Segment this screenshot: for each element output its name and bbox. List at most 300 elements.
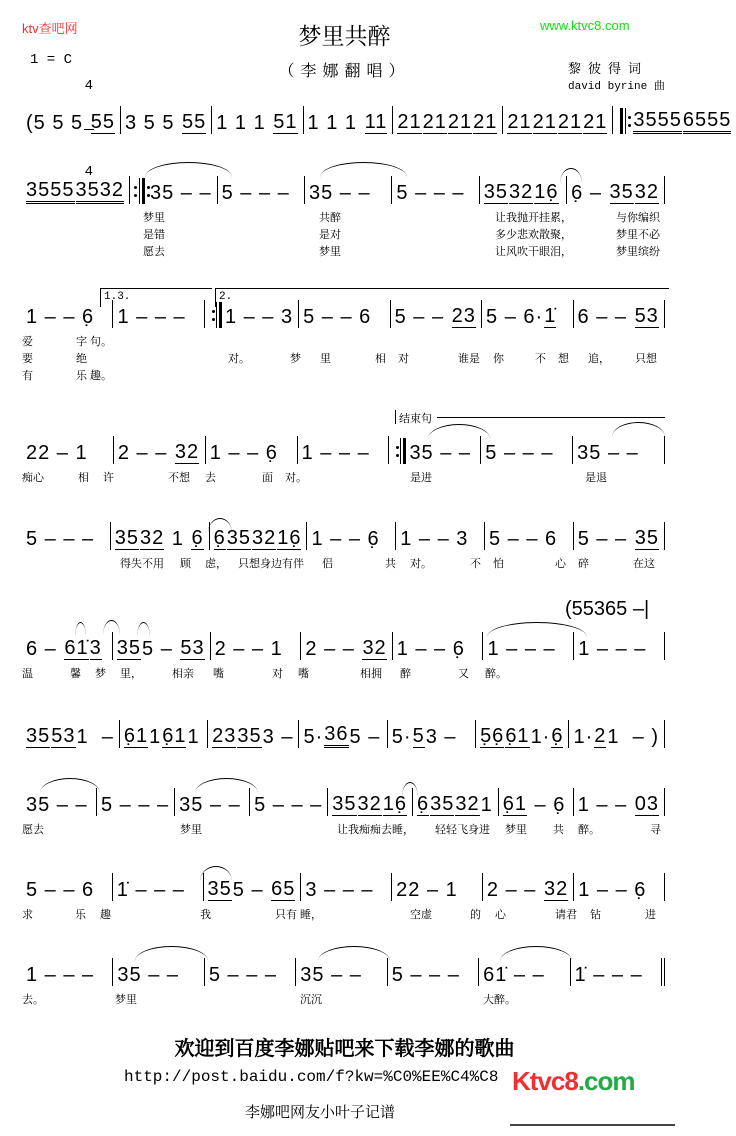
lyric-text: 谁是 bbox=[458, 353, 480, 365]
note-group: 21 bbox=[532, 111, 557, 133]
lyric-text: 梦里 bbox=[143, 212, 165, 224]
lyric-text: 要 bbox=[22, 353, 33, 365]
lyric-text: 心 bbox=[495, 909, 506, 921]
lyric-text: 不 bbox=[470, 558, 481, 570]
lyric-text: 你 bbox=[493, 353, 504, 365]
lyric-text: 去。 bbox=[22, 994, 44, 1006]
note-group: 21 bbox=[447, 111, 473, 133]
composer-credit: david byrine 曲 bbox=[568, 81, 665, 93]
slur-arc bbox=[137, 622, 150, 637]
note-group: 35 bbox=[634, 527, 659, 549]
lyric-text: 里， bbox=[120, 668, 142, 680]
note-group: 16̣ bbox=[277, 527, 302, 549]
note-group: 1 – – 6̣ bbox=[311, 528, 380, 550]
note-group: 5· bbox=[391, 726, 412, 748]
measure bbox=[392, 632, 483, 660]
lyric-text: 心 bbox=[555, 558, 566, 570]
note-group: 16̣ bbox=[534, 181, 559, 203]
lyric-text: 醉 bbox=[400, 668, 411, 680]
note-group: 5 – – bbox=[394, 306, 451, 328]
lyric-text: 对。 bbox=[285, 472, 307, 484]
footer-credit: 李娜吧网友小叶子记谱 bbox=[245, 1103, 396, 1121]
measure bbox=[119, 720, 207, 748]
note-group: 1 – – – bbox=[487, 638, 556, 660]
measure bbox=[210, 632, 301, 660]
note-group: 6̣ bbox=[417, 793, 430, 815]
note-group: 35 – – bbox=[309, 182, 371, 204]
lyric-text: 相亲 bbox=[172, 668, 194, 680]
measure bbox=[22, 632, 112, 660]
note-group: – 6̣ bbox=[528, 794, 566, 816]
note-group: 03 bbox=[634, 793, 659, 815]
measure bbox=[22, 958, 112, 986]
song-title: 梦里共醉 bbox=[298, 23, 391, 49]
note-group: 1 bbox=[480, 794, 493, 816]
note-group: 65 bbox=[271, 878, 296, 900]
note-group: 3555 bbox=[26, 179, 75, 204]
note-group: 2 – – 1 bbox=[214, 638, 283, 660]
note-group: 53 bbox=[634, 305, 659, 327]
measure bbox=[129, 176, 217, 204]
note-group: 6̣1 bbox=[502, 793, 527, 815]
logo-green-part: .com bbox=[577, 1066, 635, 1096]
measure bbox=[110, 522, 209, 550]
lyric-text: 梦里 bbox=[505, 824, 527, 836]
interlude-pickup: (55365 –| bbox=[565, 598, 650, 620]
footer-url[interactable]: http://post.baidu.com/f?kw=%C0%EE%C4%C8 bbox=[124, 1068, 499, 1086]
note-group: 5 – 6· bbox=[486, 306, 544, 328]
lyric-text: 请君 bbox=[555, 909, 577, 921]
staff-row bbox=[22, 720, 665, 748]
measure bbox=[96, 788, 174, 816]
note-group: 5 – – 6 bbox=[26, 879, 95, 901]
note-group: 3 5 5 bbox=[124, 112, 181, 134]
slur-arc bbox=[318, 946, 390, 961]
measure bbox=[498, 788, 573, 816]
slur-arc bbox=[135, 946, 208, 961]
lyric-text: 梦 bbox=[290, 353, 301, 365]
note-group: 1 – – – bbox=[26, 964, 95, 986]
lyric-text: 是退 bbox=[585, 472, 607, 484]
slur-arc bbox=[145, 162, 232, 177]
note-group: 3532 bbox=[76, 179, 125, 204]
slur-arc bbox=[40, 778, 100, 793]
lyric-text: 梦里 bbox=[115, 994, 137, 1006]
measure bbox=[207, 720, 298, 748]
note-group: 35 bbox=[237, 725, 262, 747]
lyric-text: 只有 bbox=[275, 909, 297, 921]
measure bbox=[22, 176, 129, 204]
measure bbox=[300, 873, 391, 901]
measure bbox=[573, 522, 665, 550]
note-group: 35 – – bbox=[117, 964, 180, 986]
lyric-text: 相拥 bbox=[360, 668, 382, 680]
measure bbox=[298, 720, 386, 748]
note-group: 1 – – 3 bbox=[224, 306, 294, 328]
measure bbox=[475, 720, 568, 748]
note-group: 3 – bbox=[425, 726, 457, 748]
measure bbox=[112, 958, 203, 986]
measure bbox=[327, 788, 412, 816]
lyric-text: 梦里缤纷 bbox=[616, 246, 660, 258]
note-group: 6̣ bbox=[213, 527, 226, 549]
note-group: 1 – – 6̣ bbox=[26, 306, 95, 328]
note-group: 5 – – 6 bbox=[488, 528, 558, 550]
note-group: 1̇ bbox=[544, 305, 557, 327]
measure bbox=[568, 720, 665, 748]
lyric-text: 对。 bbox=[410, 558, 432, 570]
note-group: 35 – – bbox=[300, 964, 362, 986]
lyric-text: 温 bbox=[22, 668, 33, 680]
lyric-text: 对 bbox=[398, 353, 409, 365]
lyric-text: 与你编织 bbox=[616, 212, 660, 224]
note-group: 6̣ bbox=[551, 725, 564, 747]
measure bbox=[22, 873, 112, 901]
site-watermark-right: www.ktvc8.com bbox=[540, 18, 630, 33]
measure bbox=[387, 958, 478, 986]
measure bbox=[573, 788, 665, 816]
note-group: 6̣1 bbox=[123, 725, 149, 747]
note-group: 55 bbox=[90, 111, 115, 133]
note-group: 61̇ bbox=[64, 637, 89, 659]
note-group: 5 – – 6 bbox=[303, 306, 372, 328]
measure bbox=[300, 632, 391, 660]
measure bbox=[113, 436, 205, 464]
note-group: 1 – – – bbox=[301, 442, 370, 464]
note-group: 2 – – bbox=[305, 638, 362, 660]
lyric-text: 去 bbox=[205, 472, 216, 484]
note-group: 1 – – 6̣ bbox=[396, 638, 465, 660]
lyric-text: 不想 bbox=[168, 472, 190, 484]
lyric-text: 醉。 bbox=[578, 824, 600, 836]
note-group: 6̣1 bbox=[505, 725, 530, 747]
slur-arc bbox=[612, 422, 665, 437]
lyric-text: 是进 bbox=[410, 472, 432, 484]
slur-arc bbox=[75, 622, 86, 637]
measure bbox=[304, 176, 391, 204]
note-group: 53 bbox=[180, 637, 205, 659]
note-group: 1· bbox=[573, 726, 594, 748]
note-group: 21 bbox=[557, 111, 583, 133]
measure bbox=[392, 106, 502, 134]
lyric-text: 共 bbox=[553, 824, 564, 836]
note-group: 32 bbox=[543, 878, 569, 900]
note-group: 5 – – – bbox=[391, 964, 460, 986]
note-group: 22 – 1 bbox=[26, 442, 88, 464]
note-group: 1̇ – – – bbox=[574, 964, 643, 986]
note-group: 1̇ – – – bbox=[116, 879, 185, 901]
repeat-both-sign bbox=[137, 178, 147, 204]
measure bbox=[112, 632, 210, 660]
note-group: 21 bbox=[397, 111, 422, 133]
measure bbox=[573, 873, 665, 901]
note-group: 3 – bbox=[262, 726, 294, 748]
measure bbox=[306, 522, 395, 550]
footer-welcome: 欢迎到百度李娜贴吧来下载李娜的歌曲 bbox=[174, 1036, 515, 1060]
slur-arc bbox=[560, 168, 582, 183]
lyric-text: 有 bbox=[22, 370, 33, 382]
logo-underline bbox=[510, 1124, 675, 1126]
lyric-text: 在这 bbox=[633, 558, 655, 570]
measure bbox=[303, 106, 393, 134]
lyric-text: 睡， bbox=[300, 909, 322, 921]
lyric-text: 趣 bbox=[100, 909, 111, 921]
slur-arc bbox=[208, 518, 232, 533]
note-group: 35 – – bbox=[179, 794, 241, 816]
lyric-text: 想 bbox=[558, 353, 569, 365]
note-group: 35 – – bbox=[150, 182, 212, 204]
lyric-text: 爱 bbox=[22, 336, 33, 348]
staff-row bbox=[22, 873, 665, 901]
note-group: 5 – – – bbox=[208, 964, 278, 986]
measure bbox=[217, 176, 304, 204]
staff-row bbox=[22, 522, 665, 550]
lyric-text: 只想 bbox=[635, 353, 657, 365]
note-group: 6̣ – bbox=[571, 182, 609, 204]
measure bbox=[22, 522, 110, 550]
lyric-text: 只想身边有伴 bbox=[238, 558, 304, 570]
note-group: 5 bbox=[412, 725, 425, 747]
note-group: 35 bbox=[116, 637, 142, 659]
lyric-text: 对 bbox=[272, 668, 283, 680]
measure bbox=[480, 436, 572, 464]
note-group: 6555 bbox=[683, 109, 732, 134]
note-group: 1 – – 6̣ bbox=[209, 442, 278, 464]
note-group: 35 bbox=[114, 527, 139, 549]
slur-arc bbox=[500, 946, 572, 961]
measure bbox=[395, 522, 484, 550]
note-group: 1 – ) bbox=[607, 726, 659, 748]
note-group: 3555 bbox=[633, 109, 682, 134]
note-group: 51 bbox=[273, 111, 298, 133]
note-group: 5 – – – bbox=[254, 794, 323, 816]
lyric-text: 空虚 bbox=[410, 909, 432, 921]
lyric-text: 让我痴痴去睡， bbox=[337, 824, 414, 836]
note-group: 2 – – bbox=[117, 442, 174, 464]
note-group: 35 bbox=[483, 181, 509, 203]
lyric-text: 嘴 bbox=[298, 668, 309, 680]
lyric-text: 寻 bbox=[650, 824, 661, 836]
lyric-text: 我 bbox=[200, 909, 211, 921]
lyric-text: 让风吹干眼泪， bbox=[495, 246, 572, 258]
lyric-text: 里 bbox=[320, 353, 331, 365]
measure bbox=[205, 436, 297, 464]
measure bbox=[204, 958, 295, 986]
lyric-text: 对。 bbox=[228, 353, 250, 365]
lyric-text: 乐 趣。 bbox=[76, 370, 113, 382]
note-group: 21 bbox=[583, 111, 608, 133]
staff-row bbox=[22, 958, 665, 986]
note-group: 32 bbox=[357, 793, 382, 815]
measure bbox=[484, 522, 573, 550]
site-watermark-left: ktv查吧网 bbox=[22, 21, 78, 36]
repeat-start-sign bbox=[620, 108, 630, 134]
time-signature-bottom: 4 bbox=[84, 164, 93, 180]
note-group: 6 – – bbox=[577, 306, 634, 328]
note-group: 5 – bbox=[142, 638, 180, 660]
lyric-text: 碎 bbox=[578, 558, 589, 570]
note-group: 5 – – – bbox=[26, 528, 95, 550]
note-group: 35 – – bbox=[26, 794, 88, 816]
note-group: 35 bbox=[609, 181, 634, 203]
note-group: 21 bbox=[507, 111, 532, 133]
lyric-text: 乐 bbox=[75, 909, 86, 921]
lyric-text: 梦 bbox=[95, 668, 106, 680]
note-group: 2 – – bbox=[486, 879, 543, 901]
note-group: 6̣1 bbox=[162, 725, 187, 747]
slur-arc bbox=[200, 866, 232, 881]
note-group: 1 bbox=[149, 726, 162, 748]
measure bbox=[412, 788, 498, 816]
note-group: 16̣ bbox=[382, 793, 407, 815]
measure bbox=[570, 958, 665, 986]
lyric-text: 馨 bbox=[70, 668, 81, 680]
lyric-text: 许 bbox=[103, 472, 114, 484]
note-group: 3 bbox=[89, 637, 102, 659]
note-group: 32 bbox=[455, 793, 480, 815]
slur-arc bbox=[195, 778, 258, 793]
note-group: 11 bbox=[364, 111, 388, 133]
measure bbox=[22, 720, 119, 748]
note-group: 1 1 1 bbox=[216, 112, 273, 134]
note-group: 21 bbox=[473, 111, 498, 133]
slur-arc bbox=[428, 424, 490, 439]
lyric-text: 愿去 bbox=[22, 824, 44, 836]
note-group: 1· bbox=[530, 726, 551, 748]
lyric-text: 相 bbox=[375, 353, 386, 365]
lyric-text: 绝 bbox=[76, 353, 87, 365]
lyric-text: 多少悲欢散聚， bbox=[495, 229, 572, 241]
note-group: 35 bbox=[226, 527, 251, 549]
lyric-text: 怕 bbox=[493, 558, 504, 570]
note-group: 21 bbox=[422, 111, 447, 133]
time-signature-top: 4 bbox=[84, 78, 93, 94]
logo-red-part: Ktvc8 bbox=[512, 1066, 578, 1096]
lyric-text: 愿去 bbox=[143, 246, 165, 258]
song-subtitle: （李娜翻唱） bbox=[278, 63, 411, 80]
lyric-text: 顾 bbox=[180, 558, 191, 570]
lyric-text: 让我抛开挂累， bbox=[495, 212, 572, 224]
repeat-end-sign bbox=[396, 438, 406, 464]
note-group: 35 bbox=[332, 793, 357, 815]
note-group: 5 – – – bbox=[485, 442, 554, 464]
measure bbox=[22, 106, 120, 134]
note-group: 36 bbox=[324, 723, 348, 748]
measure bbox=[211, 106, 302, 134]
note-group: 35 – – bbox=[409, 442, 472, 464]
measure bbox=[478, 958, 569, 986]
ending-section-line bbox=[437, 417, 665, 418]
note-group: 5̣6̣ bbox=[480, 725, 505, 747]
note-group: 5 – – bbox=[577, 528, 634, 550]
lyric-text: 虑， bbox=[205, 558, 227, 570]
measure bbox=[387, 720, 475, 748]
note-group: 5 – bbox=[232, 879, 271, 901]
lyric-text: 进 bbox=[645, 909, 656, 921]
note-group: 32 bbox=[634, 181, 660, 203]
note-group: 1 – – 6̣ bbox=[578, 879, 647, 901]
note-group: 2 bbox=[594, 725, 607, 747]
lyric-text: 醉。 bbox=[485, 668, 507, 680]
measure bbox=[572, 436, 665, 464]
note-group: 6 – bbox=[26, 638, 64, 660]
lyric-text: 是对 bbox=[319, 229, 341, 241]
slur-arc bbox=[320, 162, 407, 177]
volta-first-ending: 1.3. bbox=[100, 288, 212, 307]
note-group: 5· bbox=[303, 726, 324, 748]
ending-section-label: 结束句 bbox=[395, 410, 432, 424]
lyricist-credit: 黎彼得词 bbox=[568, 61, 649, 76]
ktvc8-logo bbox=[512, 1066, 635, 1097]
lyric-text: 求 bbox=[22, 909, 33, 921]
measure bbox=[391, 176, 478, 204]
note-group: 1 bbox=[187, 726, 200, 748]
lyric-text: 又 bbox=[458, 668, 469, 680]
note-group: 35 bbox=[430, 793, 455, 815]
lyric-text: 共醉 bbox=[319, 212, 341, 224]
note-group: 32 bbox=[139, 527, 165, 549]
lyric-text: 轻轻飞身进 bbox=[435, 824, 490, 836]
note-group: 32 bbox=[251, 527, 277, 549]
note-group: 35 bbox=[26, 725, 51, 747]
staff-row bbox=[22, 436, 665, 464]
note-group: 5 – – – bbox=[100, 794, 170, 816]
lyric-text: 沉沉 bbox=[300, 994, 322, 1006]
note-group: 1 – – – bbox=[117, 306, 186, 328]
lyric-text: 钻 bbox=[590, 909, 601, 921]
measure bbox=[479, 176, 566, 204]
note-group: 22 – 1 bbox=[396, 879, 458, 901]
measure bbox=[22, 436, 113, 464]
lyric-text: 共 bbox=[385, 558, 396, 570]
lyric-text: 嘴 bbox=[213, 668, 224, 680]
lyric-text: 的 bbox=[470, 909, 481, 921]
note-group: 1 – – – bbox=[578, 638, 647, 660]
measure bbox=[297, 436, 389, 464]
note-group: 32 bbox=[362, 637, 387, 659]
measure bbox=[22, 300, 112, 328]
note-group: 35 bbox=[207, 878, 232, 900]
note-group: 55 bbox=[182, 111, 207, 133]
note-group: 32 bbox=[509, 181, 534, 203]
note-group: 23 bbox=[212, 725, 237, 747]
lyric-text: 相 bbox=[78, 472, 89, 484]
measure bbox=[612, 106, 736, 134]
note-group: 1 – – 3 bbox=[400, 528, 469, 550]
note-group: 35 – – bbox=[577, 442, 639, 464]
measure bbox=[502, 106, 612, 134]
slur-arc bbox=[103, 620, 120, 635]
volta-second-ending: 2. bbox=[215, 288, 669, 307]
lyric-text: 追， bbox=[588, 353, 610, 365]
note-group: 53 bbox=[51, 725, 76, 747]
note-group: 1 – – bbox=[577, 794, 634, 816]
note-group: 61̇ – – bbox=[483, 964, 545, 986]
measure bbox=[391, 873, 482, 901]
measure bbox=[482, 873, 573, 901]
measure bbox=[249, 788, 327, 816]
lyric-text: 得失不用 bbox=[120, 558, 164, 570]
lyric-text: 梦里 bbox=[180, 824, 202, 836]
lyric-text: 是错 bbox=[143, 229, 165, 241]
note-group: 5 – – – bbox=[396, 182, 465, 204]
note-group: 6̣ bbox=[191, 527, 204, 549]
measure bbox=[295, 958, 386, 986]
note-group: 23 bbox=[451, 305, 476, 327]
note-group: 1 – bbox=[76, 726, 114, 748]
note-group: 1 1 1 bbox=[307, 112, 364, 134]
staff-row bbox=[22, 788, 665, 816]
